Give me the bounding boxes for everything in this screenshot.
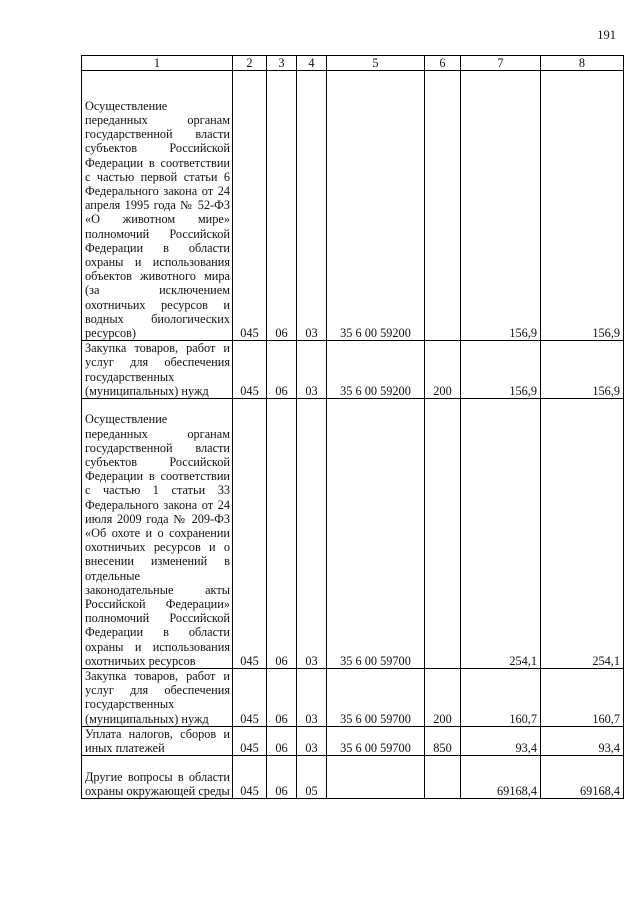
cell-amount-8: 156,9 bbox=[541, 71, 624, 341]
cell-target-article: 35 6 00 59700 bbox=[327, 669, 425, 727]
table-row bbox=[82, 669, 624, 727]
row-description: Уплата налогов, сборов и иных платежей bbox=[82, 726, 233, 755]
cell-expense-type bbox=[425, 756, 461, 799]
row-description: Закупка товаров, работ и услуг для обеспечения государственных (муниципальных) нужд bbox=[82, 669, 233, 727]
cell-code-3: 06 bbox=[267, 669, 297, 727]
cell-code-4: 03 bbox=[297, 726, 327, 755]
cell-code-4: 03 bbox=[297, 341, 327, 399]
table-header-row bbox=[82, 56, 624, 71]
table-row bbox=[82, 341, 624, 399]
cell-expense-type: 200 bbox=[425, 341, 461, 399]
row-description: Закупка товаров, работ и услуг для обеспечения государственных (муниципальных) нужд bbox=[82, 341, 233, 399]
row-description: Другие вопросы в области охраны окружающей среды bbox=[82, 756, 233, 799]
cell-amount-7: 69168,4 bbox=[461, 756, 541, 799]
cell-code-3: 06 bbox=[267, 756, 297, 799]
table-row bbox=[82, 71, 624, 341]
cell-code-4: 05 bbox=[297, 756, 327, 799]
cell-code-2: 045 bbox=[233, 669, 267, 727]
cell-amount-7: 160,7 bbox=[461, 669, 541, 727]
cell-expense-type: 200 bbox=[425, 669, 461, 727]
cell-code-3: 06 bbox=[267, 341, 297, 399]
cell-expense-type: 850 bbox=[425, 726, 461, 755]
column-header: 3 bbox=[267, 56, 297, 71]
page-number: 191 bbox=[597, 28, 616, 42]
row-description: Осуществление переданных органам государственной власти субъектов Российской Федерации в соответствии с частью первой статьи 6 Федерального закона от 24 апреля 1995 года № 52-ФЗ «О животном мире» полномочий Российской Федерации в области охраны и использования объектов животного мира (за исключением охотничьих ресурсов и водных биологических ресурсов) bbox=[82, 71, 233, 341]
cell-amount-7: 156,9 bbox=[461, 341, 541, 399]
column-header: 6 bbox=[425, 56, 461, 71]
cell-target-article: 35 6 00 59700 bbox=[327, 726, 425, 755]
cell-code-3: 06 bbox=[267, 726, 297, 755]
column-header: 2 bbox=[233, 56, 267, 71]
cell-code-3: 06 bbox=[267, 71, 297, 341]
cell-amount-8: 156,9 bbox=[541, 341, 624, 399]
cell-code-3: 06 bbox=[267, 399, 297, 669]
cell-amount-8: 93,4 bbox=[541, 726, 624, 755]
cell-expense-type bbox=[425, 71, 461, 341]
cell-code-2: 045 bbox=[233, 726, 267, 755]
column-header: 4 bbox=[297, 56, 327, 71]
column-header: 7 bbox=[461, 56, 541, 71]
cell-amount-8: 69168,4 bbox=[541, 756, 624, 799]
cell-code-2: 045 bbox=[233, 399, 267, 669]
budget-table bbox=[81, 55, 624, 799]
cell-code-4: 03 bbox=[297, 669, 327, 727]
column-header: 1 bbox=[82, 56, 233, 71]
cell-expense-type bbox=[425, 399, 461, 669]
cell-amount-8: 160,7 bbox=[541, 669, 624, 727]
cell-amount-7: 93,4 bbox=[461, 726, 541, 755]
cell-code-2: 045 bbox=[233, 71, 267, 341]
cell-code-2: 045 bbox=[233, 341, 267, 399]
cell-amount-8: 254,1 bbox=[541, 399, 624, 669]
column-header: 8 bbox=[541, 56, 624, 71]
table-row bbox=[82, 399, 624, 669]
cell-target-article: 35 6 00 59200 bbox=[327, 341, 425, 399]
cell-target-article bbox=[327, 756, 425, 799]
cell-code-4: 03 bbox=[297, 399, 327, 669]
cell-code-2: 045 bbox=[233, 756, 267, 799]
cell-target-article: 35 6 00 59700 bbox=[327, 399, 425, 669]
table-row bbox=[82, 726, 624, 755]
table-row bbox=[82, 756, 624, 799]
cell-target-article: 35 6 00 59200 bbox=[327, 71, 425, 341]
cell-code-4: 03 bbox=[297, 71, 327, 341]
cell-amount-7: 254,1 bbox=[461, 399, 541, 669]
cell-amount-7: 156,9 bbox=[461, 71, 541, 341]
row-description: Осуществление переданных органам государственной власти субъектов Российской Федерации в соответствии с частью 1 статьи 33 Федерального закона от 24 июля 2009 года № 209-ФЗ «Об охоте и о сохранении охотничьих ресурсов и о внесении изменений в отдельные законодательные акты Российской Федерации» полномочий Российской Федерации в области охраны и использования охотничьих ресурсов bbox=[82, 399, 233, 669]
column-header: 5 bbox=[327, 56, 425, 71]
